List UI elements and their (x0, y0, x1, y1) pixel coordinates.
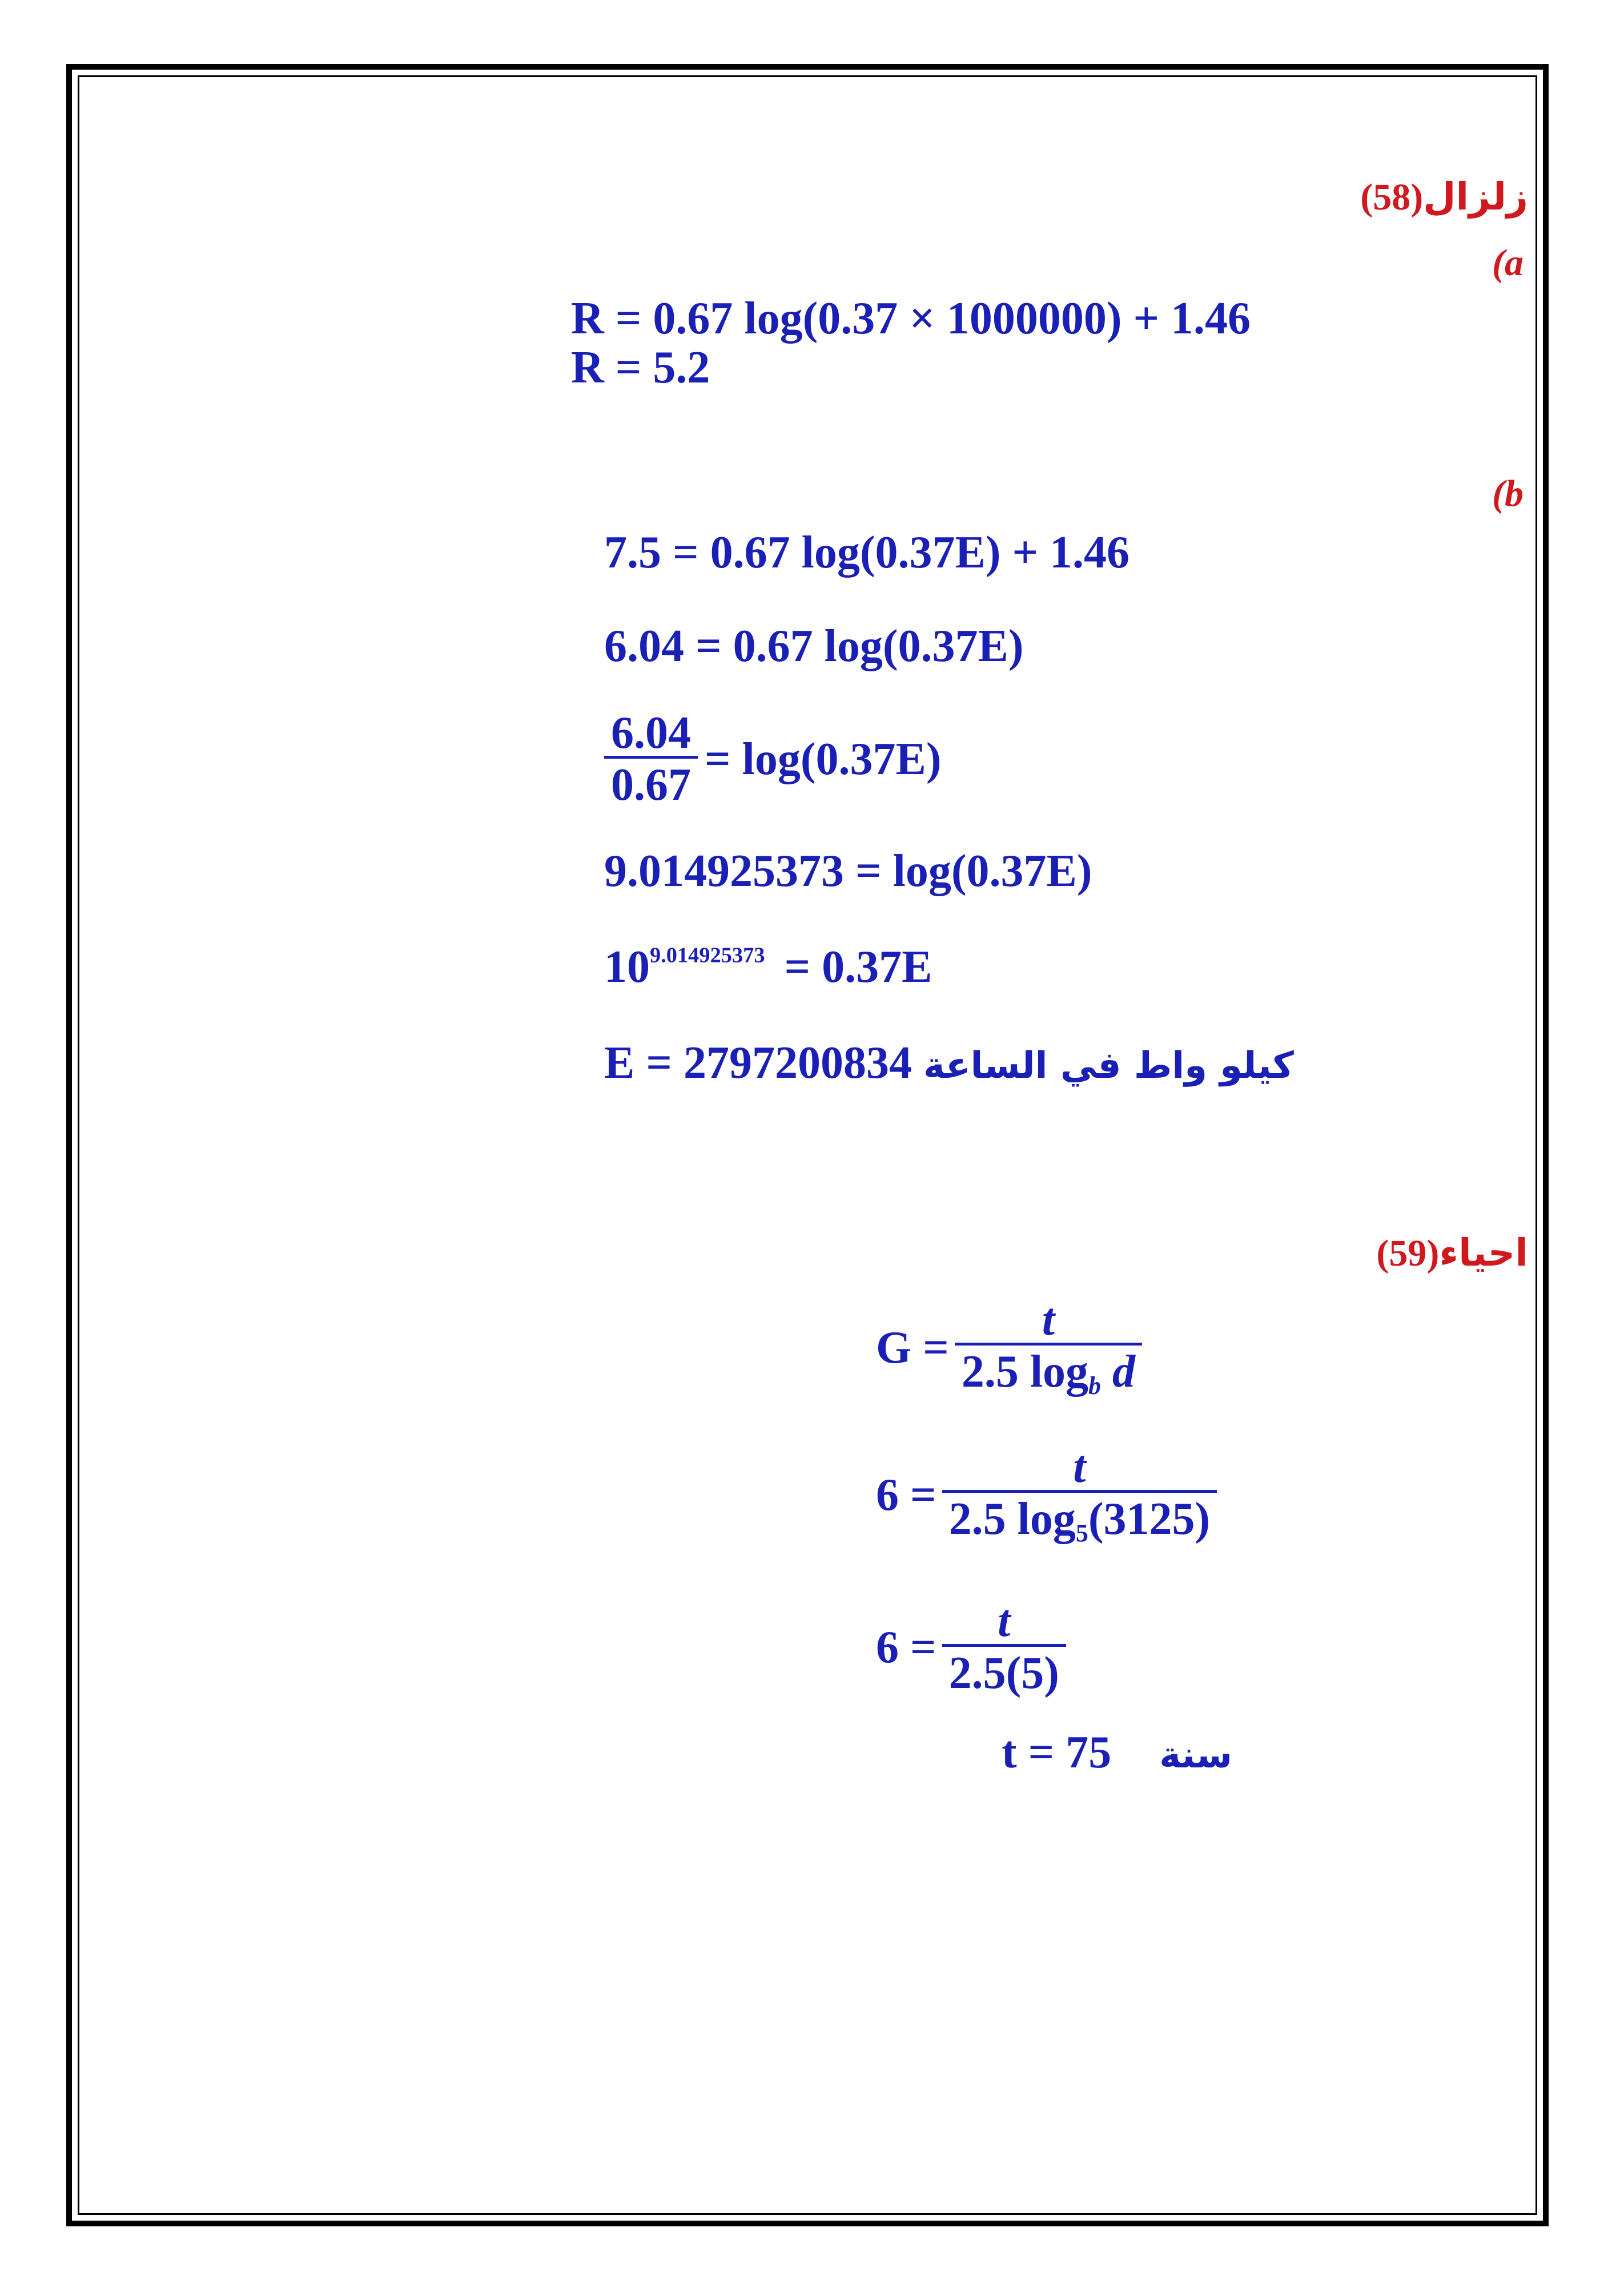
eq-b-line-6 (604, 1040, 1294, 1086)
fraction (604, 710, 698, 808)
time-value: t = 75 (1002, 1727, 1112, 1778)
fraction-numerator: t (1073, 1442, 1086, 1492)
fraction-denominator: 2.5 $\log_b d$ (955, 1343, 1142, 1399)
problem-58-header (1360, 175, 1528, 219)
time-unit: سنة (1159, 1734, 1233, 1777)
eq-lhs: G = (876, 1323, 949, 1373)
eq-b-line-1: 7.5 = 0.67 log(0.37E) + 1.46 (604, 527, 1130, 578)
fraction (942, 1444, 1217, 1546)
energy-unit: كيلو واط في الساعة (923, 1045, 1294, 1087)
part-a-label: (a (1492, 242, 1523, 284)
eq-b-line-3 (604, 710, 941, 808)
eq-b-line-2: 6.04 = 0.67 log(0.37E) (604, 621, 1024, 671)
eq-59-line-1 (876, 1297, 1142, 1399)
energy-value: E = 2797200834 (604, 1038, 912, 1088)
fraction-numerator: t (998, 1596, 1011, 1646)
eq-a-line-1: R = 0.67 log(0.37 × 1000000) + 1.46 (571, 293, 1251, 344)
fraction-denominator: 0.67 (604, 756, 698, 808)
eq-59-line-2 (876, 1444, 1217, 1546)
power-base: 10 (604, 942, 650, 992)
power-exponent: 9.014925373 (650, 943, 765, 968)
eq-lhs: 6 = (876, 1470, 936, 1521)
eq-59-line-4 (1002, 1727, 1233, 1778)
problem-58-title: زلزال (1423, 175, 1528, 219)
problem-59-number: (59) (1376, 1232, 1440, 1274)
eq-b-line-4: 9.014925373 = log(0.37E) (604, 846, 1092, 896)
problem-58-number: (58) (1360, 176, 1424, 218)
fraction (942, 1598, 1066, 1696)
part-b-label: (b (1492, 473, 1523, 514)
eq-a-line-2: R = 5.2 (571, 343, 710, 393)
fraction (955, 1297, 1142, 1399)
power-rhs: = 0.37E (784, 942, 932, 992)
fraction-rhs: = log(0.37E) (705, 734, 942, 784)
problem-59-title: احياء (1439, 1231, 1528, 1275)
eq-59-line-3 (876, 1598, 1066, 1696)
eq-b-line-5 (604, 944, 932, 990)
fraction-numerator: t (1042, 1295, 1055, 1345)
fraction-denominator: 2.5(5) (942, 1644, 1066, 1696)
eq-lhs: 6 = (876, 1622, 936, 1673)
page-border-inner (78, 75, 1537, 2215)
problem-59-header (1376, 1231, 1528, 1275)
fraction-denominator: 2.5 $\log_5(3125)$ (942, 1490, 1217, 1546)
fraction-numerator: 6.04 (611, 708, 691, 758)
